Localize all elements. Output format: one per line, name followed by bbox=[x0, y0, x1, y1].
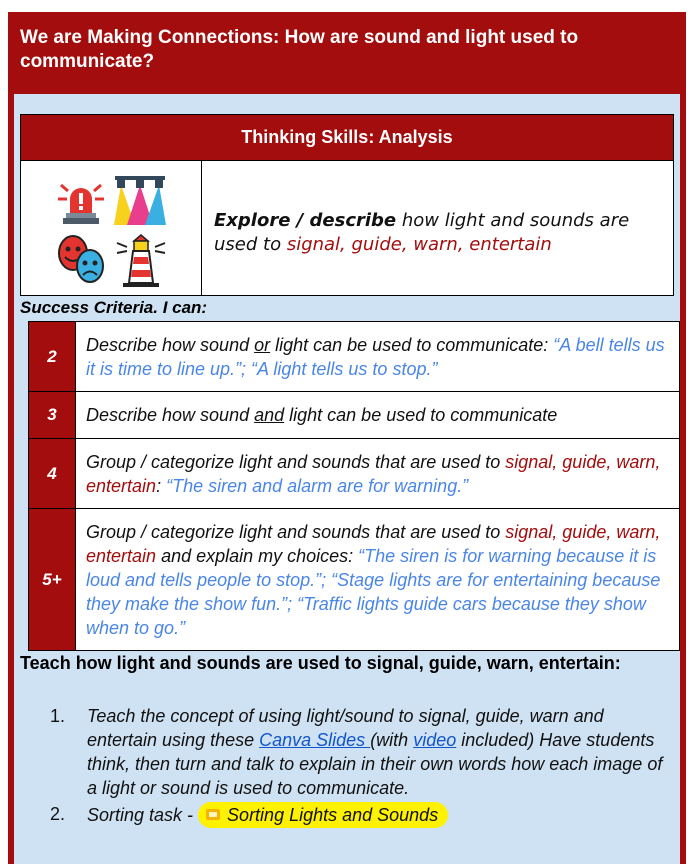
thinking-skills-heading: Thinking Skills: Analysis bbox=[21, 115, 673, 161]
list-item bbox=[50, 704, 670, 800]
content-panel bbox=[14, 94, 680, 864]
step-text: Sorting task - Sorting Lights and Sounds bbox=[87, 802, 448, 828]
siren-icon bbox=[55, 179, 107, 225]
table-row bbox=[29, 322, 680, 392]
icon-cell bbox=[21, 161, 202, 296]
table-row bbox=[29, 392, 680, 439]
thinking-description bbox=[202, 161, 673, 296]
criteria-text: Group / categorize light and sounds that are used to signal, guide, warn, entertain: “The siren and alarm are for warning.” bbox=[76, 439, 680, 509]
criteria-text: Group / categorize light and sounds that are used to signal, guide, warn, entertain and explain my choices: “The siren is for warning because it is loud and tells people to stop.”; “Stage lights are for entertaining because they make the show fun.”; “Traffic lights guide cars because they show when to go.” bbox=[76, 509, 680, 651]
teach-heading: Teach how light and sounds are used to signal, guide, warn, entertain: bbox=[20, 653, 621, 673]
criteria-text: Describe how sound and light can be used to communicate bbox=[76, 392, 680, 439]
step-number: 2. bbox=[50, 804, 66, 824]
slides-icon bbox=[206, 809, 220, 820]
table-row bbox=[29, 509, 680, 651]
table-row bbox=[29, 439, 680, 509]
success-criteria-title: Success Criteria. I can: bbox=[20, 298, 208, 317]
lighthouse-icon bbox=[115, 233, 167, 287]
criteria-text: Describe how sound or light can be used to communicate: “A bell tells us it is time to line up.”; “A light tells us to stop.” bbox=[76, 322, 680, 392]
sorting-task-chip[interactable] bbox=[198, 802, 448, 828]
step-text: Teach the concept of using light/sound to signal, guide, warn and entertain using these Canva Slides (with video included) Have students think, then turn and talk to explain in their own words how each image of a light or sound is used to communicate. bbox=[87, 706, 663, 798]
thinking-skills-table bbox=[20, 114, 674, 296]
chip-label: Sorting Lights and Sounds bbox=[227, 805, 439, 825]
desc-mid: how light and sounds are used to bbox=[214, 210, 630, 255]
lesson-title: We are Making Connections: How are sound and light used to communicate? bbox=[20, 27, 579, 72]
theatre-masks-icon bbox=[55, 233, 107, 285]
teaching-steps bbox=[50, 704, 670, 828]
level-badge: 5+ bbox=[29, 509, 76, 651]
desc-red: signal, guide, warn, entertain bbox=[286, 234, 552, 255]
lesson-frame bbox=[8, 12, 686, 864]
canva-slides-link[interactable]: Canva Slides bbox=[259, 730, 371, 750]
level-badge: 3 bbox=[29, 392, 76, 439]
level-badge: 4 bbox=[29, 439, 76, 509]
level-badge: 2 bbox=[29, 322, 76, 392]
success-criteria-table bbox=[28, 321, 680, 651]
video-link[interactable]: video bbox=[413, 730, 457, 750]
list-item bbox=[50, 802, 670, 828]
desc-bold: Explore / describe bbox=[214, 210, 397, 231]
stage-lights-icon bbox=[113, 175, 167, 227]
step-number: 1. bbox=[50, 706, 66, 726]
